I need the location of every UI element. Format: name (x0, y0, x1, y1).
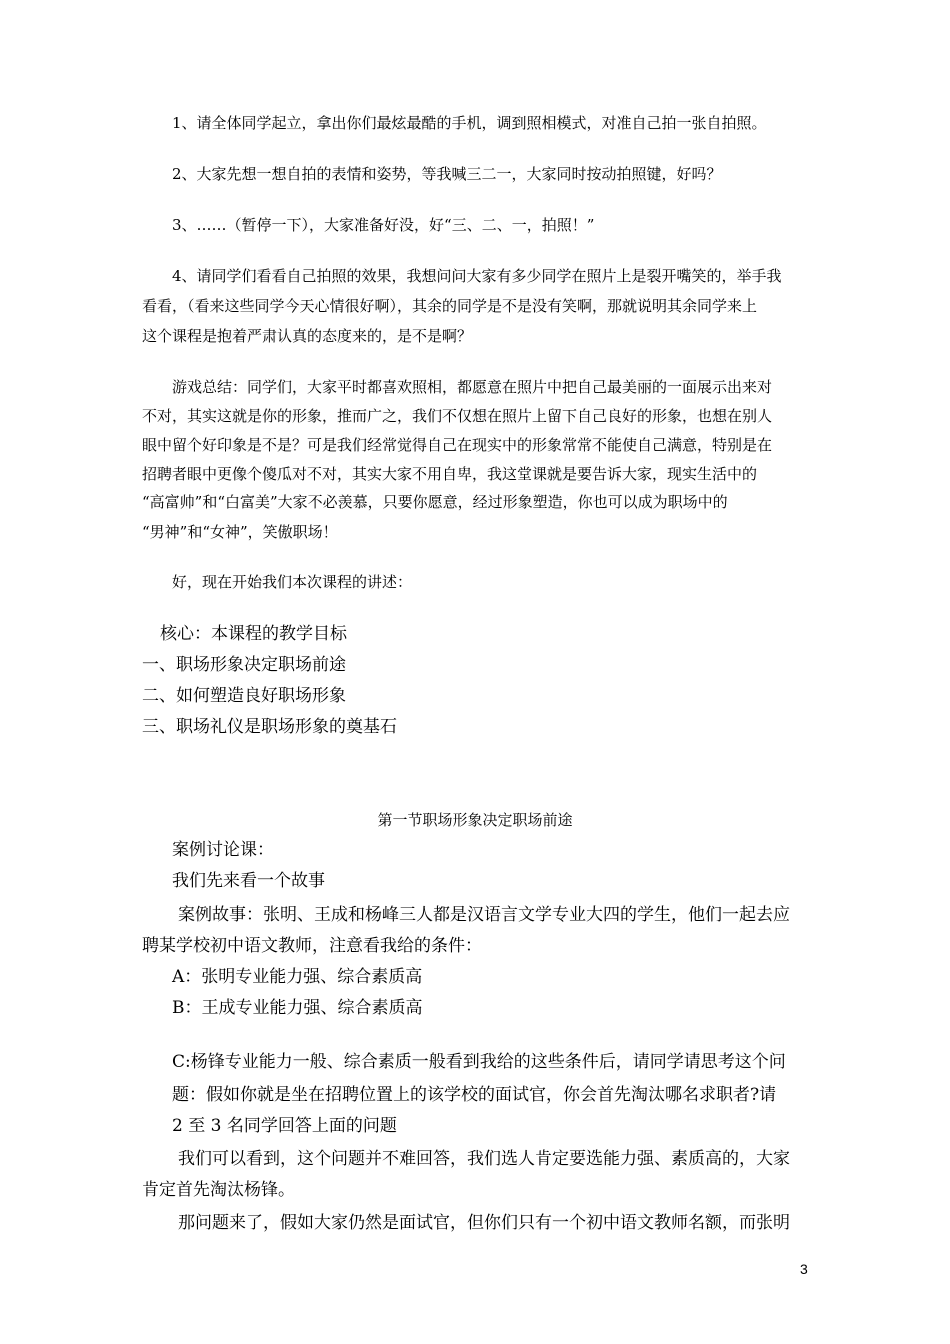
goal-item-3: 三、职场礼仪是职场形象的奠基石 (142, 717, 397, 737)
start-paragraph: 好，现在开始我们本次课程的讲述： (172, 573, 413, 591)
step-4-line-2: 看看，（看来这些同学今天心情很好啊），其余的同学是不是没有笑啊，那就说明其余同学来上 (142, 297, 758, 315)
step-4-line-3: 这个课程是抱着严肃认真的态度来的，是不是啊？ (142, 327, 473, 345)
summary-line-3: 眼中留个好印象是不是？可是我们经常觉得自己在现实中的形象常常不能使自己满意，特别是在 (142, 436, 773, 454)
option-b: B：王成专业能力强、综合素质高 (172, 998, 423, 1018)
summary-line-2: 不对，其实这就是你的形象，推而广之，我们不仅想在照片上留下自己良好的形象，也想在别人 (142, 407, 773, 425)
summary-line-1: 游戏总结：同学们，大家平时都喜欢照相，都愿意在照片中把自己最美丽的一面展示出来对 (172, 378, 773, 396)
goal-item-1: 一、职场形象决定职场前途 (142, 655, 346, 675)
next-line: 那问题来了，假如大家仍然是面试官，但你们只有一个初中语文教师名额，而张明 (178, 1213, 790, 1233)
goal-item-2: 二、如何塑造良好职场形象 (142, 686, 346, 706)
option-c-line-3: 2 至 3 名同学回答上面的问题 (172, 1116, 397, 1136)
goals-heading: 核心：本课程的教学目标 (160, 624, 347, 644)
summary-line-5: “高富帅”和“白富美”大家不必羡慕，只要你愿意，经过形象塑造，你也可以成为职场中的 (142, 493, 728, 511)
case-label: 案例讨论课： (172, 840, 274, 860)
option-c-line-1: C:杨锋专业能力一般、综合素质一般看到我给的这些条件后，请同学请思考这个问 (172, 1052, 786, 1072)
story-line-2: 聘某学校初中语文教师，注意看我给的条件： (142, 936, 482, 956)
summary-line-4: 招聘者眼中更像个傻瓜对不对，其实大家不用自卑，我这堂课就是要告诉大家，现实生活中的 (142, 465, 758, 483)
page-number: 3 (800, 1261, 808, 1277)
answer-line-1: 我们可以看到，这个问题并不难回答，我们选人肯定要选能力强、素质高的，大家 (178, 1149, 790, 1169)
section-title: 第一节职场形象决定职场前途 (377, 811, 573, 829)
step-3-paragraph: 3、……（暂停一下），大家准备好没，好“三、二、一，拍照！” (172, 216, 595, 234)
step-1-paragraph: 1、请全体同学起立，拿出你们最炫最酷的手机，调到照相模式，对准自己拍一张自拍照。 (172, 114, 767, 132)
option-c-line-2: 题：假如你就是坐在招聘位置上的该学校的面试官，你会首先淘汰哪名求职者?请 (172, 1085, 777, 1105)
summary-line-6: “男神”和“女神”，笑傲职场！ (142, 523, 338, 541)
story-intro: 我们先来看一个故事 (172, 871, 325, 891)
step-4-line-1: 4、请同学们看看自己拍照的效果，我想问问大家有多少同学在照片上是裂开嘴笑的，举手我 (172, 267, 782, 285)
answer-line-2: 肯定首先淘汰杨锋。 (142, 1180, 295, 1200)
step-2-paragraph: 2、大家先想一想自拍的表情和姿势，等我喊三二一，大家同时按动拍照键，好吗？ (172, 165, 722, 183)
story-line-1: 案例故事：张明、王成和杨峰三人都是汉语言文学专业大四的学生，他们一起去应 (178, 905, 790, 925)
option-a: A：张明专业能力强、综合素质高 (172, 967, 423, 987)
